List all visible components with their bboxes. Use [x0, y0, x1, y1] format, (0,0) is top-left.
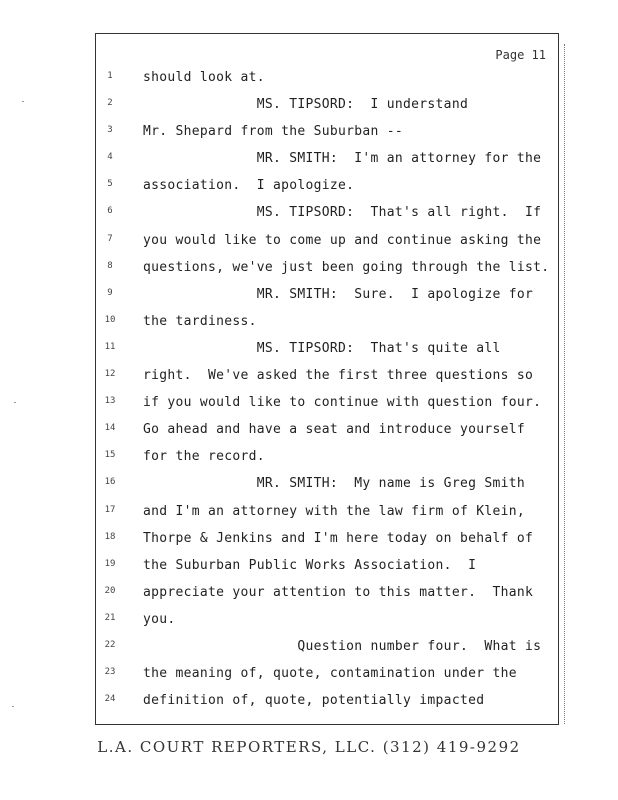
line-text: and I'm an attorney with the law firm of Klein, — [143, 503, 525, 519]
line-number: 24 — [104, 694, 116, 705]
line-text: questions, we've just been going through the list. — [143, 259, 550, 275]
line-text: you. — [143, 611, 176, 627]
line-text: definition of, quote, potentially impacted — [143, 693, 485, 709]
line-text: MR. SMITH: I'm an attorney for the — [143, 151, 542, 167]
line-text: Question number four. What is — [143, 638, 542, 654]
line-number: 4 — [107, 152, 113, 163]
scan-speck — [14, 402, 16, 403]
line-text: the tardiness. — [143, 313, 257, 329]
transcript-page — [95, 33, 559, 725]
line-number: 13 — [104, 396, 116, 407]
line-number: 10 — [104, 314, 116, 325]
transcript-line — [96, 314, 558, 341]
transcript-line — [96, 666, 558, 693]
scan-speck — [22, 101, 24, 102]
line-text: for the record. — [143, 449, 265, 465]
line-text: association. I apologize. — [143, 178, 355, 194]
transcript-line — [96, 449, 558, 476]
line-number: 11 — [104, 341, 116, 352]
transcript-line — [96, 287, 558, 314]
line-number: 8 — [107, 260, 113, 271]
line-text: should look at. — [143, 70, 265, 85]
line-number: 23 — [104, 667, 116, 678]
line-text: right. We've asked the first three questions so — [143, 368, 534, 384]
transcript-line — [96, 151, 558, 178]
transcript-line — [96, 639, 558, 666]
line-number: 21 — [104, 612, 116, 623]
transcript-line — [96, 422, 558, 449]
transcript-line — [96, 260, 558, 287]
line-text: MR. SMITH: Sure. I apologize for — [143, 286, 534, 302]
line-text: the meaning of, quote, contamination under the — [143, 666, 517, 682]
transcript-line — [96, 233, 558, 260]
line-number: 12 — [104, 369, 116, 380]
transcript-line — [96, 693, 558, 720]
transcript-line — [96, 476, 558, 503]
line-text: appreciate your attention to this matter. Thank — [143, 584, 534, 600]
line-number: 16 — [104, 477, 116, 488]
line-number: 18 — [104, 531, 116, 542]
line-text: if you would like to continue with question four. — [143, 395, 542, 411]
line-number: 15 — [104, 450, 116, 461]
transcript-line — [96, 368, 558, 395]
line-text: Thorpe & Jenkins and I'm here today on behalf of — [143, 530, 534, 546]
transcript-line — [96, 124, 558, 151]
line-number: 3 — [107, 125, 113, 136]
line-number: 5 — [107, 179, 113, 190]
line-number: 22 — [104, 639, 116, 650]
transcript-line — [96, 558, 558, 585]
line-text: the Suburban Public Works Association. I — [143, 557, 477, 573]
line-number: 9 — [107, 287, 113, 298]
line-text: MR. SMITH: My name is Greg Smith — [143, 476, 525, 492]
line-text: MS. TIPSORD: I understand — [143, 97, 469, 113]
transcript-line — [96, 531, 558, 558]
transcript-line — [96, 612, 558, 639]
line-number: 17 — [104, 504, 116, 515]
court-reporter-footer: L.A. COURT REPORTERS, LLC. (312) 419-9292 — [97, 738, 521, 756]
line-number: 1 — [107, 71, 113, 81]
line-number: 19 — [104, 558, 116, 569]
line-number: 20 — [104, 585, 116, 596]
transcript-line — [96, 97, 558, 124]
line-number: 7 — [107, 233, 113, 244]
line-number: 6 — [107, 206, 113, 217]
line-text: MS. TIPSORD: That's all right. If — [143, 205, 542, 221]
scan-speck — [12, 706, 14, 707]
transcript-line — [96, 341, 558, 368]
page-number: Page 11 — [495, 48, 546, 62]
line-text: MS. TIPSORD: That's quite all — [143, 340, 501, 356]
transcript-line — [96, 504, 558, 531]
line-text: Go ahead and have a seat and introduce yourself — [143, 422, 525, 438]
line-text: Mr. Shepard from the Suburban -- — [143, 124, 404, 140]
transcript-line — [96, 585, 558, 612]
transcript-line — [96, 70, 558, 97]
line-number: 2 — [107, 98, 113, 109]
line-text: you would like to come up and continue asking the — [143, 232, 542, 248]
transcript-line — [96, 395, 558, 422]
line-number: 14 — [104, 423, 116, 434]
transcript-line — [96, 205, 558, 232]
transcript-lines — [96, 70, 558, 720]
transcript-line — [96, 178, 558, 205]
